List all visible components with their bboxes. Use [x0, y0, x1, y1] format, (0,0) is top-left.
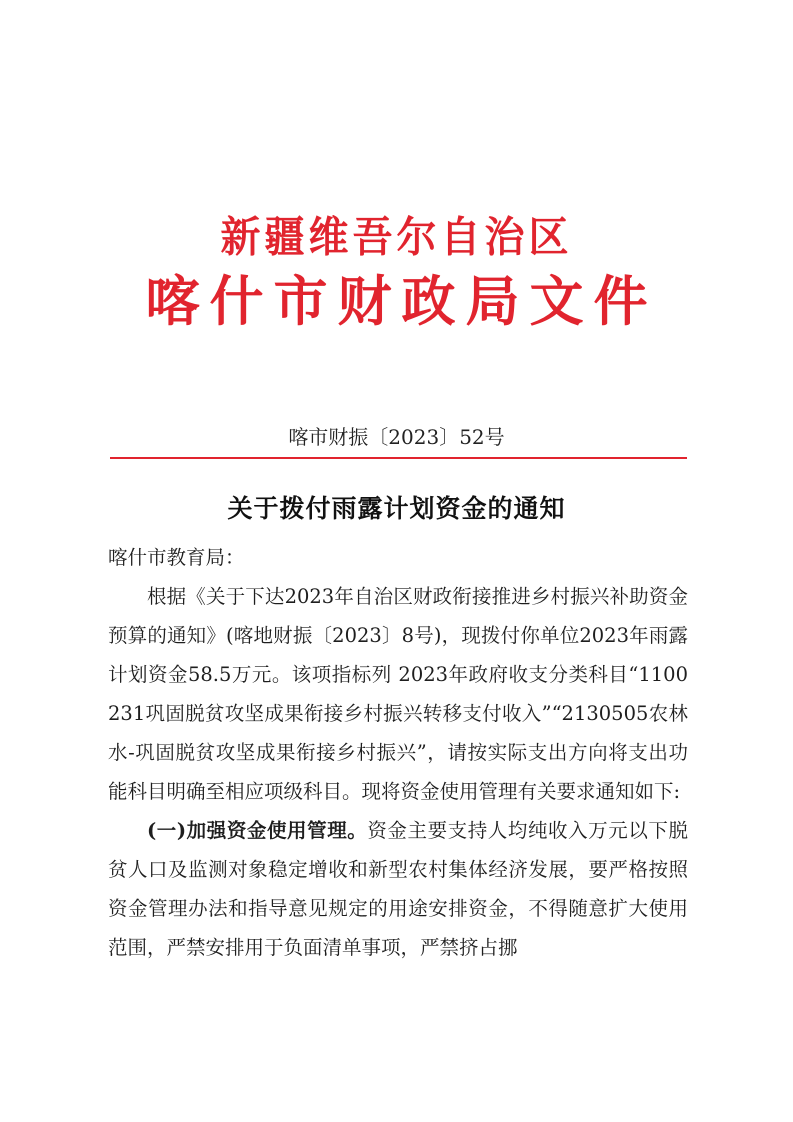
- paragraph-1: 根据《关于下达2023年自治区财政衔接推进乡村振兴补助资金预算的通知》(喀地财振〔2023〕8号)，现拨付你单位2023年雨露计划资金58.5万元。该项指标列 2023年政府收支分类科目“1100231巩固脱贫攻坚成果衔接乡村振兴转移支付收入”“2130505农林水-巩固脱贫攻坚成果衔接乡村振兴”，请按实际支出方向将支出功能科目明确至相应项级科目。现将资金使用管理有关要求通知如下:: [108, 585, 688, 803]
- section-heading-1: (一)加强资金使用管理。: [147, 819, 368, 842]
- document-body: [108, 538, 688, 967]
- paragraph-2-text: 资金主要支持人均纯收入万元以下脱贫人口及监测对象稳定增收和新型农村集体经济发展，要严格按照资金管理办法和指导意见规定的用途安排资金，不得随意扩大使用范围，严禁安排用于负面清单事项，严禁挤占挪: [108, 819, 688, 959]
- document-title: 关于拨付雨露计划资金的通知: [227, 494, 566, 523]
- paragraph-2: [108, 811, 688, 967]
- addressee: 喀什市教育局：: [108, 546, 245, 569]
- issuing-office-heading: 喀什市财政局文件: [145, 269, 658, 333]
- document-number: 喀市财振〔2023〕52号: [288, 425, 505, 449]
- issuing-region-heading: 新疆维吾尔自治区: [220, 212, 573, 263]
- red-separator-line: [110, 457, 687, 459]
